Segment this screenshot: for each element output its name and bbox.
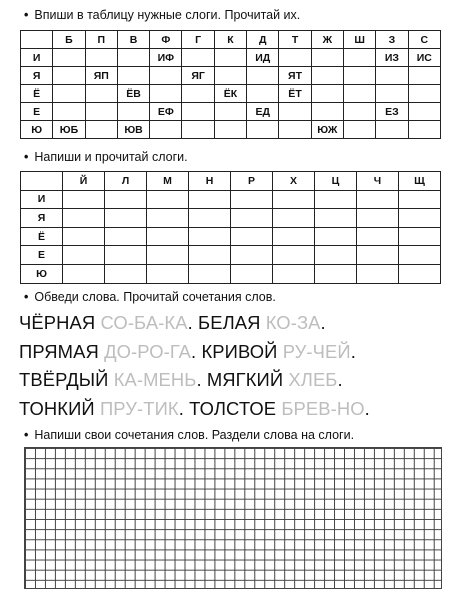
syllable-cell[interactable]: [53, 103, 85, 121]
syllable-cell[interactable]: [85, 49, 117, 67]
consonant-header-cell: Г: [182, 31, 214, 49]
syllable-cell[interactable]: ЁТ: [279, 85, 311, 103]
consonant-header-cell: Ч: [357, 172, 399, 191]
consonant-header-cell: Щ: [399, 172, 441, 191]
syllable-cell[interactable]: [247, 85, 279, 103]
vowel-header-cell: Ю: [21, 121, 53, 139]
consonant-header-cell: Н: [189, 172, 231, 191]
syllable-cell[interactable]: [85, 103, 117, 121]
syllable-cell[interactable]: ИД: [247, 49, 279, 67]
syllable-cell[interactable]: ЕФ: [150, 103, 182, 121]
syllable-cell[interactable]: [117, 67, 149, 85]
consonant-header-cell: Л: [105, 172, 147, 191]
adjective-word: МЯГКИЙ: [206, 369, 284, 390]
period-mark: .: [337, 369, 343, 390]
vowel-header-cell: Ё: [21, 85, 53, 103]
consonant-header-cell: Ж: [311, 31, 343, 49]
syllable-cell[interactable]: [408, 85, 440, 103]
adjective-word: ЧЁРНАЯ: [19, 312, 96, 333]
table-row: [21, 246, 441, 265]
instruction-4-text: Напиши свои сочетания слов. Раздели слова на слоги.: [34, 428, 355, 442]
consonant-header-cell: П: [85, 31, 117, 49]
vowel-header-cell: Ё: [21, 227, 63, 246]
syllable-cell[interactable]: [343, 85, 375, 103]
bullet-icon: •: [24, 428, 29, 442]
syllable-cell[interactable]: [408, 103, 440, 121]
table-header-row: [21, 172, 441, 191]
syllable-cell[interactable]: [214, 103, 246, 121]
syllable-cell[interactable]: [231, 209, 273, 228]
trace-noun-word[interactable]: КА-МЕНЬ: [113, 369, 197, 390]
syllable-cell[interactable]: [147, 190, 189, 209]
syllable-cell[interactable]: [343, 121, 375, 139]
adjective-word: БЕЛАЯ: [198, 312, 261, 333]
syllable-cell[interactable]: [357, 246, 399, 265]
vowel-header-cell: Е: [21, 246, 63, 265]
adjective-word: КРИВОЙ: [201, 341, 278, 362]
syllable-cell[interactable]: ЯП: [85, 67, 117, 85]
period-mark: .: [191, 341, 197, 362]
vowel-header-cell: И: [21, 190, 63, 209]
syllable-cell[interactable]: [182, 121, 214, 139]
syllable-cell[interactable]: [63, 264, 105, 283]
trace-noun-word[interactable]: ХЛЕБ: [288, 369, 338, 390]
table-row: [21, 103, 441, 121]
syllable-cell[interactable]: [399, 227, 441, 246]
syllable-cell[interactable]: [279, 103, 311, 121]
syllable-cell[interactable]: [147, 227, 189, 246]
syllable-cell[interactable]: [189, 190, 231, 209]
syllable-cell[interactable]: [231, 264, 273, 283]
consonant-header-cell: С: [408, 31, 440, 49]
instruction-1-text: Впиши в таблицу нужные слоги. Прочитай их.: [34, 8, 301, 22]
syllable-table-1: [20, 30, 441, 139]
syllable-cell[interactable]: [376, 85, 408, 103]
syllable-cell[interactable]: [150, 85, 182, 103]
syllable-cell[interactable]: [150, 67, 182, 85]
syllable-cell[interactable]: [105, 264, 147, 283]
syllable-cell[interactable]: [85, 85, 117, 103]
adjective-word: ТВЁРДЫЙ: [19, 369, 109, 390]
syllable-cell[interactable]: [399, 209, 441, 228]
syllable-cell[interactable]: ЯГ: [182, 67, 214, 85]
syllable-cell[interactable]: [85, 121, 117, 139]
syllable-cell[interactable]: [189, 209, 231, 228]
syllable-cell[interactable]: ИЗ: [376, 49, 408, 67]
syllable-cell[interactable]: [315, 209, 357, 228]
syllable-cell[interactable]: [343, 49, 375, 67]
adjective-word: ПРЯМАЯ: [19, 341, 99, 362]
syllable-cell[interactable]: ИС: [408, 49, 440, 67]
instruction-3: [24, 290, 276, 305]
writing-grid[interactable]: [24, 447, 442, 589]
syllable-cell[interactable]: [63, 190, 105, 209]
trace-noun-word[interactable]: КО-ЗА: [265, 312, 321, 333]
syllable-cell[interactable]: [343, 67, 375, 85]
syllable-cell[interactable]: [408, 121, 440, 139]
bullet-icon: •: [24, 290, 29, 304]
period-mark: .: [320, 312, 326, 333]
syllable-cell[interactable]: [182, 103, 214, 121]
consonant-header-cell: Ф: [150, 31, 182, 49]
syllable-cell[interactable]: ЯТ: [279, 67, 311, 85]
period-mark: .: [364, 398, 370, 419]
table-row: [21, 227, 441, 246]
vowel-header-cell: Е: [21, 103, 53, 121]
period-mark: .: [196, 369, 202, 390]
consonant-header-cell: Ц: [315, 172, 357, 191]
syllable-cell[interactable]: [231, 227, 273, 246]
syllable-cell[interactable]: [147, 246, 189, 265]
table-row: [21, 67, 441, 85]
syllable-cell[interactable]: [63, 209, 105, 228]
word-pair-line: [19, 370, 343, 390]
consonant-header-cell: В: [117, 31, 149, 49]
trace-noun-word[interactable]: СО-БА-КА: [100, 312, 188, 333]
consonant-header-cell: М: [147, 172, 189, 191]
consonant-header-cell: З: [376, 31, 408, 49]
syllable-cell[interactable]: [231, 246, 273, 265]
syllable-cell[interactable]: ИФ: [150, 49, 182, 67]
vowel-header-cell: Я: [21, 67, 53, 85]
syllable-cell[interactable]: [147, 264, 189, 283]
syllable-cell[interactable]: ЁК: [214, 85, 246, 103]
syllable-cell[interactable]: [408, 67, 440, 85]
syllable-cell[interactable]: [311, 49, 343, 67]
consonant-header-cell: К: [214, 31, 246, 49]
consonant-header-cell: Р: [231, 172, 273, 191]
syllable-cell[interactable]: [273, 264, 315, 283]
syllable-cell[interactable]: [273, 246, 315, 265]
trace-noun-word[interactable]: БРЕВ-НО: [281, 398, 365, 419]
syllable-cell[interactable]: [105, 190, 147, 209]
syllable-cell[interactable]: [105, 227, 147, 246]
syllable-cell[interactable]: [214, 49, 246, 67]
syllable-cell[interactable]: [376, 121, 408, 139]
syllable-cell[interactable]: [247, 121, 279, 139]
period-mark: .: [178, 398, 184, 419]
syllable-cell[interactable]: [399, 246, 441, 265]
table-row: [21, 264, 441, 283]
syllable-cell[interactable]: [189, 227, 231, 246]
syllable-cell[interactable]: [357, 190, 399, 209]
syllable-cell[interactable]: [399, 190, 441, 209]
syllable-cell[interactable]: [63, 227, 105, 246]
syllable-cell[interactable]: [231, 190, 273, 209]
syllable-cell[interactable]: [357, 264, 399, 283]
syllable-cell[interactable]: [117, 49, 149, 67]
syllable-cell[interactable]: [53, 67, 85, 85]
vowel-header-cell: И: [21, 49, 53, 67]
syllable-cell[interactable]: ЕД: [247, 103, 279, 121]
trace-noun-word[interactable]: РУ-ЧЕЙ: [282, 341, 351, 362]
instruction-2: [24, 150, 188, 165]
bullet-icon: •: [24, 150, 29, 164]
syllable-cell[interactable]: [53, 49, 85, 67]
corner-cell: [21, 172, 63, 191]
syllable-cell[interactable]: [357, 209, 399, 228]
syllable-cell[interactable]: ЕЗ: [376, 103, 408, 121]
table-row: [21, 121, 441, 139]
table-row: [21, 85, 441, 103]
syllable-cell[interactable]: [343, 103, 375, 121]
syllable-cell[interactable]: ЮВ: [117, 121, 149, 139]
syllable-cell[interactable]: [357, 227, 399, 246]
syllable-cell[interactable]: [105, 246, 147, 265]
syllable-cell[interactable]: [150, 121, 182, 139]
syllable-cell[interactable]: [311, 85, 343, 103]
syllable-cell[interactable]: [214, 67, 246, 85]
corner-cell: [21, 31, 53, 49]
syllable-cell[interactable]: [279, 121, 311, 139]
syllable-cell[interactable]: [214, 121, 246, 139]
syllable-cell[interactable]: ЁВ: [117, 85, 149, 103]
syllable-cell[interactable]: [273, 227, 315, 246]
table-row: [21, 190, 441, 209]
syllable-cell[interactable]: [315, 190, 357, 209]
adjective-word: ТОНКИЙ: [19, 398, 95, 419]
syllable-cell[interactable]: [117, 103, 149, 121]
consonant-header-cell: Ш: [343, 31, 375, 49]
consonant-header-cell: Х: [273, 172, 315, 191]
consonant-header-cell: Т: [279, 31, 311, 49]
syllable-cell[interactable]: [189, 246, 231, 265]
syllable-cell[interactable]: [311, 103, 343, 121]
consonant-header-cell: Й: [63, 172, 105, 191]
period-mark: .: [187, 312, 193, 333]
syllable-cell[interactable]: [182, 85, 214, 103]
trace-noun-word[interactable]: ДО-РО-ГА: [104, 341, 192, 362]
vowel-header-cell: Я: [21, 209, 63, 228]
table-row: [21, 49, 441, 67]
syllable-cell[interactable]: [315, 264, 357, 283]
syllable-cell[interactable]: [315, 246, 357, 265]
consonant-header-cell: Д: [247, 31, 279, 49]
syllable-table-2: [20, 171, 441, 284]
period-mark: .: [350, 341, 356, 362]
word-pair-line: [19, 399, 370, 419]
bullet-icon: •: [24, 8, 29, 22]
syllable-cell[interactable]: [182, 49, 214, 67]
table-row: [21, 209, 441, 228]
consonant-header-cell: Б: [53, 31, 85, 49]
syllable-cell[interactable]: [105, 209, 147, 228]
word-pair-line: [19, 342, 356, 362]
vowel-header-cell: Ю: [21, 264, 63, 283]
instruction-3-text: Обведи слова. Прочитай сочетания слов.: [34, 290, 276, 304]
table-header-row: [21, 31, 441, 49]
syllable-cell[interactable]: [311, 67, 343, 85]
instruction-4: [24, 428, 354, 443]
instruction-1: [24, 8, 300, 23]
word-pair-line: [19, 313, 326, 333]
instruction-2-text: Напиши и прочитай слоги.: [34, 150, 188, 164]
syllable-cell[interactable]: ЮЖ: [311, 121, 343, 139]
syllable-cell[interactable]: [273, 209, 315, 228]
syllable-cell[interactable]: [315, 227, 357, 246]
syllable-cell[interactable]: [63, 246, 105, 265]
syllable-cell[interactable]: [279, 49, 311, 67]
syllable-cell[interactable]: ЮБ: [53, 121, 85, 139]
syllable-cell[interactable]: [147, 209, 189, 228]
syllable-cell[interactable]: [273, 190, 315, 209]
syllable-cell[interactable]: [376, 67, 408, 85]
syllable-cell[interactable]: [53, 85, 85, 103]
syllable-cell[interactable]: [247, 67, 279, 85]
adjective-word: ТОЛСТОЕ: [189, 398, 277, 419]
trace-noun-word[interactable]: ПРУ-ТИК: [99, 398, 179, 419]
syllable-cell[interactable]: [189, 264, 231, 283]
syllable-cell[interactable]: [399, 264, 441, 283]
